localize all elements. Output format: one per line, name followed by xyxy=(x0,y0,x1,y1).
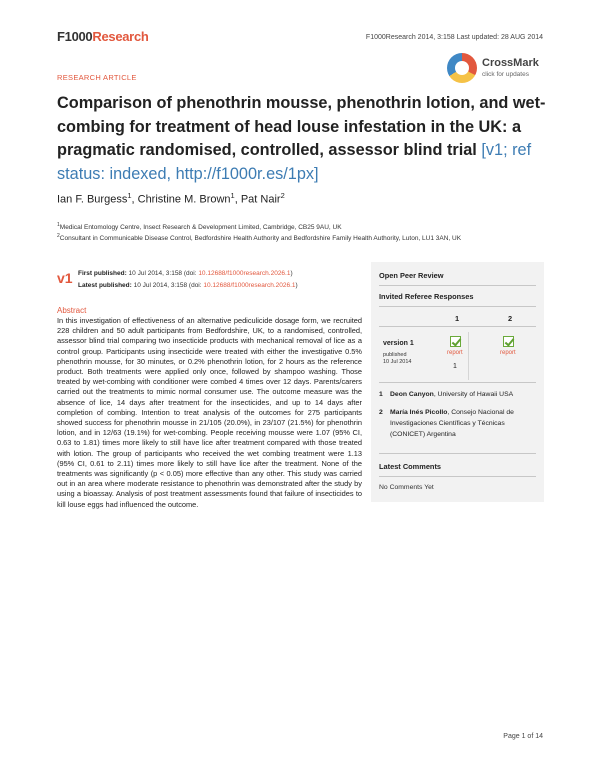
referee-2-report-link[interactable]: report xyxy=(500,350,516,356)
article-type-label: RESEARCH ARTICLE xyxy=(57,73,137,82)
author-list: Ian F. Burgess$^1$, Christine M. Brown$^1$, Pat Nair$^2$ xyxy=(57,191,285,206)
article-title xyxy=(57,92,547,186)
no-comments-text: No Comments Yet xyxy=(379,484,434,491)
approved-check-icon xyxy=(503,336,514,347)
referee-name[interactable]: Deon Canyon xyxy=(390,391,434,398)
author-sup: 1 xyxy=(127,191,132,200)
open-peer-review-heading: Open Peer Review xyxy=(379,271,444,280)
invited-responses-heading: Invited Referee Responses xyxy=(379,292,474,301)
divider xyxy=(379,382,536,383)
header-citation: F1000Research 2014, 3:158 Last updated: 28 AUG 2014 xyxy=(365,34,543,41)
author-name[interactable]: Christine M. Brown xyxy=(137,193,231,206)
referee-column-1: 1 xyxy=(455,314,460,323)
first-doi-link[interactable]: 10.12688/f1000research.2026.1 xyxy=(198,270,291,277)
abstract-heading: Abstract xyxy=(57,306,87,315)
approved-check-icon xyxy=(450,336,461,347)
crossmark-subtitle: click for updates xyxy=(482,71,529,78)
referee-name[interactable]: María Inés Picollo xyxy=(390,409,448,416)
divider xyxy=(379,306,536,307)
divider xyxy=(379,476,536,477)
report-count: 1 xyxy=(453,363,457,370)
divider xyxy=(468,332,469,380)
logo-part2: Research xyxy=(92,29,149,44)
published-label: published xyxy=(383,352,407,358)
divider xyxy=(379,326,536,327)
peer-review-sidebar xyxy=(371,262,544,502)
author-name[interactable]: Pat Nair xyxy=(240,193,281,206)
referee-column-2: 2 xyxy=(508,314,513,323)
crossmark-icon xyxy=(447,53,477,83)
divider xyxy=(379,453,536,454)
journal-logo[interactable] xyxy=(57,29,149,44)
version-label[interactable]: version 1 xyxy=(383,340,414,347)
latest-comments-heading: Latest Comments xyxy=(379,462,442,471)
author-sup: 2 xyxy=(280,191,285,200)
article-status-link[interactable]: [v1; ref status: indexed, http://f1000r.es/1px] xyxy=(57,141,532,183)
published-date: 10 Jul 2014 xyxy=(383,359,412,365)
version-badge: v1 xyxy=(57,270,73,286)
crossmark-title: CrossMark xyxy=(482,57,539,69)
affiliation: $^1$Medical Entomology Centre, Insect Research & Development Limited, Cambridge, CB25 9AU, UK xyxy=(57,222,342,232)
first-published: First published: 10 Jul 2014, 3:158 (doi: 10.12688/f1000research.2026.1) xyxy=(78,270,293,277)
referee-entry: 2 María Inés Picollo, Consejo Nacional de Investigaciones Científicas y Técnicas (CONICET) Argentina xyxy=(379,409,514,438)
latest-published: Latest published: 10 Jul 2014, 3:158 (doi: 10.12688/f1000research.2026.1) xyxy=(78,282,298,289)
referee-1-report-link[interactable]: report xyxy=(447,350,463,356)
author-sup: 1 xyxy=(230,191,235,200)
logo-part1: F1000 xyxy=(57,29,93,44)
page-number: Page 1 of 14 xyxy=(503,733,543,740)
divider xyxy=(379,285,536,286)
author-name[interactable]: Ian F. Burgess xyxy=(57,193,128,206)
article-title-text: Comparison of phenothrin mousse, phenothrin lotion, and wet-combing for treatment of head louse infestation in the UK: a pragmatic randomised, controlled, assessor blind trial xyxy=(57,94,546,159)
affiliation: $^2$Consultant in Communicable Disease Control, Bedfordshire Health Authority and Bedfordshire Family Health Authority, Luton, LU1 3AN, UK xyxy=(57,233,462,243)
crossmark-badge[interactable] xyxy=(447,53,547,83)
latest-doi-link[interactable]: 10.12688/f1000research.2026.1 xyxy=(203,282,296,289)
referee-entry: 1 Deon Canyon, University of Hawaii USA xyxy=(379,391,514,398)
abstract-text: In this investigation of effectiveness of an alternative pediculicide dosage form, we recruited 228 children and 50 adult participants from Bedfordshire, UK, to a randomised, controlled, assessor blind trial comparing two insecticide products with mechanical removal of lice as a control group. Participants using insecticide were treated with either the investigative 0.5% phenothrin mousse, for 30 minutes, or 0.2% phenothrin lotion, for 2 hours as the reference product. Both treatments were applied only once, followed by shampoo washing. Those treated by wet-combing with conditioner were combed 4 times over 12 days. Parents/carers carried out the treatments to mimic normal consumer use. The outcome measure was the absence of lice, 14 days after treatment for the insecticides, and up to 14 days after completion of combing. Intention to treat analysis of the outcomes for 275 participants showed success for phenothrin mousse in 21/105 (20.0%), in 23/107 (21.5%) for phenothrin lotion, and in 12/63 (19.1%) for wet-combing. People receiving mousse were 1.07 (95% CI, 0.63 to 1.81) times more likely to still have lice after treatment compared with those treated with lotion. The group of participants who received the wet combing treatment were 1.13 (95% CI, 0.61 to 2.11) times more likely to still have lice after the treatment. None of the treatments was significantly (p < 0.05) more effective than any other. This study was carried out in an area where moderate resistance to phenothrin was demonstrated after the study by using a bioassay. Analysis of post treatment assessments found that failure of insecticides to kill louse eggs had influenced the outcome. xyxy=(57,316,362,509)
